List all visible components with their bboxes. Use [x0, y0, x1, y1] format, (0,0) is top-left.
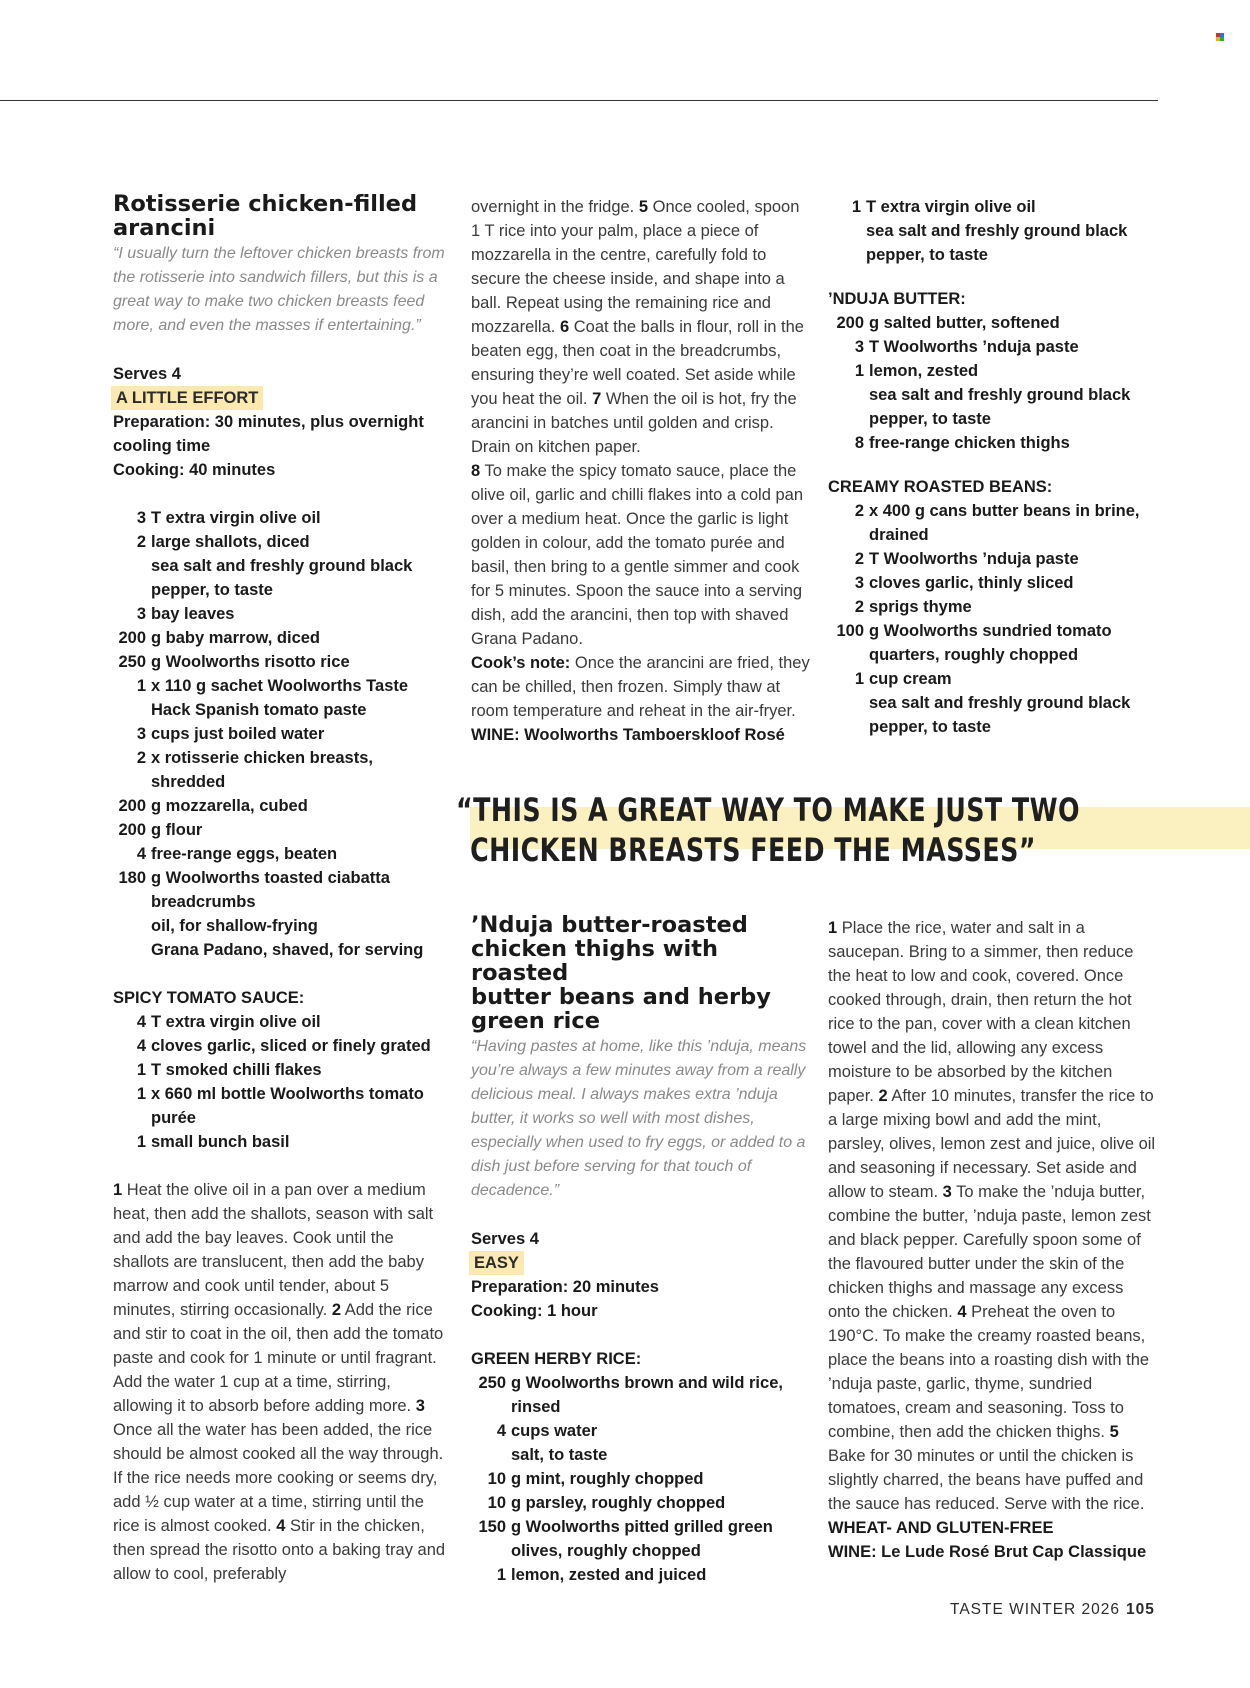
ingredient-item	[471, 1563, 811, 1587]
recipe2-ingredients-column	[828, 195, 1158, 739]
ingredient-item	[828, 619, 1158, 667]
recipe1-column	[113, 192, 448, 1586]
ingredient-item	[113, 938, 448, 962]
ingredient-text: sprigs thyme	[869, 598, 972, 616]
ingredient-item	[828, 219, 1158, 267]
recipe2-title-line: green rice	[471, 1008, 600, 1034]
recipe2-method-column	[828, 916, 1158, 1564]
ingredient-text: oil, for shallow-frying	[151, 917, 318, 935]
ingredient-item	[828, 571, 1158, 595]
ingredient-text: g salted butter, softened	[869, 314, 1060, 332]
ingredient-quantity	[113, 554, 151, 602]
recipe1-cooking: Cooking: 40 minutes	[113, 461, 276, 479]
ingredient-item	[113, 626, 448, 650]
step-text: Bake for 30 minutes or until the chicken is slightly charred, the beans have puffed and the sauce has reduced. Serve with the rice.	[828, 1447, 1145, 1513]
ingredient-text: x 110 g sachet Woolworths Taste Hack Spanish tomato paste	[151, 677, 409, 719]
ingredient-text: small bunch basil	[151, 1133, 290, 1151]
recipe1-ingredient-list	[113, 506, 448, 962]
recipe2-prep: Preparation: 20 minutes	[471, 1278, 659, 1296]
ingredient-quantity: 200	[118, 821, 146, 839]
ingredient-item	[113, 914, 448, 938]
step-text: Once cooled, spoon 1 T rice into your palm, place a piece of mozzarella in the centre, carefully fold to secure the cheese inside, and shape into a ball. Repeat using the remaining rice and mozzarella.	[471, 198, 800, 336]
ingredient-item	[113, 818, 448, 842]
recipe1-intro: “I usually turn the leftover chicken breasts from the rotisserie into sandwich fillers, but this is a great way to make two chicken breasts feed more, and even the masses if entertaining.”	[113, 245, 445, 334]
rice-ingredient-list	[471, 1371, 811, 1587]
ingredient-item	[113, 530, 448, 554]
recipe2-wine: WINE: Le Lude Rosé Brut Cap Classique	[828, 1543, 1147, 1561]
ingredient-quantity: 200	[118, 797, 146, 815]
step-number: 1	[828, 919, 838, 937]
recipe2-dietary: WHEAT- AND GLUTEN-FREE	[828, 1519, 1054, 1537]
step-text: Once all the water has been added, the rice should be almost cooked all the way through. If the rice needs more cooking or seems dry, add ½ cup water at a time, stirring until the rice is almost cooked.	[113, 1421, 444, 1535]
ingredient-text: cup cream	[869, 670, 952, 688]
beans-ingredient-list	[828, 499, 1158, 739]
ingredient-item	[828, 431, 1158, 455]
ingredient-item	[113, 1010, 448, 1034]
ingredient-text: x 660 ml bottle Woolworths tomato purée	[151, 1085, 424, 1127]
pull-quote-line1: “THIS IS A GREAT WAY TO MAKE JUST TWO	[456, 791, 1081, 829]
recipe1-title	[113, 192, 448, 240]
ingredient-text: cups just boiled water	[151, 725, 325, 743]
ingredient-item	[113, 1034, 448, 1058]
ingredient-text: free-range chicken thighs	[869, 434, 1070, 452]
ingredient-text: g Woolworths sundried tomato quarters, roughly chopped	[869, 622, 1112, 664]
recipe1-title-line2: arancini	[113, 215, 216, 241]
ingredient-quantity	[828, 219, 866, 267]
ingredient-quantity: 10	[487, 1470, 506, 1488]
ingredient-quantity: 150	[478, 1518, 506, 1536]
ingredient-text: T smoked chilli flakes	[151, 1061, 322, 1079]
ingredient-text: lemon, zested and juiced	[511, 1566, 707, 1584]
ingredient-text: g mint, roughly chopped	[511, 1470, 704, 1488]
page-footer	[950, 1601, 1155, 1619]
ingredient-item	[113, 866, 448, 914]
ingredient-text: cloves garlic, sliced or finely grated	[151, 1037, 431, 1055]
ingredient-text: sea salt and freshly ground black pepper, to taste	[866, 222, 1128, 264]
ingredient-quantity: 2	[136, 533, 146, 551]
ingredient-quantity: 250	[118, 653, 146, 671]
ingredient-item	[828, 359, 1158, 383]
recipe1-method-part1	[113, 1178, 448, 1586]
ingredient-item	[471, 1467, 811, 1491]
ingredient-item	[828, 499, 1158, 547]
recipe2-effort-badge: EASY	[469, 1251, 524, 1275]
cooks-note	[471, 651, 811, 723]
brand-logo-icon	[1216, 33, 1224, 41]
ingredient-quantity	[828, 691, 869, 739]
ingredient-quantity: 1	[136, 677, 146, 695]
ingredient-text: T extra virgin olive oil	[151, 509, 321, 527]
butter-heading: ’NDUJA BUTTER:	[828, 290, 966, 308]
step-number: 4	[276, 1517, 286, 1535]
ingredient-quantity: 1	[851, 198, 861, 216]
ingredient-quantity: 10	[487, 1494, 506, 1512]
step-number: 6	[559, 318, 570, 336]
rice-heading: GREEN HERBY RICE:	[471, 1350, 642, 1368]
recipe1-method-part3	[471, 459, 811, 651]
footer-label: TASTE WINTER 2026	[950, 1601, 1121, 1618]
ingredient-text: g flour	[151, 821, 203, 839]
pull-quote	[456, 790, 1246, 882]
step-text: To make the ’nduja butter, combine the butter, ’nduja paste, lemon zest and black pepper. Carefully spoon some of the flavoured butter under the skin of the chicken thighs and massage any excess onto the chicken.	[828, 1183, 1151, 1321]
step-text: overnight in the fridge.	[471, 198, 639, 216]
ingredient-item	[113, 746, 448, 794]
ingredient-item	[828, 195, 1158, 219]
step-number: 3	[415, 1397, 425, 1415]
ingredient-quantity: 1	[136, 1133, 146, 1151]
recipe2-title	[471, 913, 811, 1033]
ingredient-item	[471, 1371, 811, 1419]
step-text: When the oil is hot, fry the arancini in batches until golden and crisp. Drain on kitchen paper.	[471, 390, 797, 456]
recipe1-serves: Serves 4	[113, 365, 181, 383]
step-text: Stir in the chicken, then spread the risotto onto a baking tray and allow to cool, preferably	[113, 1517, 446, 1583]
ingredient-text: bay leaves	[151, 605, 235, 623]
step-text: Coat the balls in flour, roll in the beaten egg, then coat in the breadcrumbs, ensuring they’re well coated. Set aside while you heat the oil.	[471, 318, 804, 408]
ingredient-quantity: 4	[136, 1037, 146, 1055]
ingredient-text: sea salt and freshly ground black pepper, to taste	[869, 694, 1131, 736]
ingredient-quantity: 3	[136, 725, 146, 743]
ingredient-quantity: 3	[854, 574, 864, 592]
ingredient-text: Grana Padano, shaved, for serving	[151, 941, 424, 959]
ingredient-item	[471, 1491, 811, 1515]
ingredient-quantity: 250	[478, 1374, 506, 1392]
step-number: 2	[878, 1087, 888, 1105]
ingredient-quantity: 3	[854, 338, 864, 356]
beans-heading: CREAMY ROASTED BEANS:	[828, 478, 1053, 496]
recipe2-title-line: ’Nduja butter-roasted	[471, 912, 748, 938]
ingredient-item	[113, 1058, 448, 1082]
ingredient-quantity: 1	[136, 1061, 146, 1079]
step-text: Place the rice, water and salt in a saucepan. Bring to a simmer, then reduce the heat to low and cook, covered. Once cooked through, drain, then return the hot rice to the pan, cover with a clean kitchen towel and the lid, allowing any excess moisture to be absorbed by the kitchen paper.	[828, 919, 1134, 1105]
ingredient-text: cups water	[511, 1422, 598, 1440]
ingredient-text: x rotisserie chicken breasts, shredded	[151, 749, 373, 791]
ingredient-quantity: 1	[854, 670, 864, 688]
ingredient-text: x 400 g cans butter beans in brine, drained	[869, 502, 1140, 544]
ingredient-item	[828, 547, 1158, 571]
step-number: 7	[592, 390, 602, 408]
ingredient-item	[113, 794, 448, 818]
recipe1-method-column	[471, 195, 811, 747]
ingredient-text: T extra virgin olive oil	[866, 198, 1036, 216]
ingredient-item	[828, 311, 1158, 335]
ingredient-quantity: 4	[136, 845, 146, 863]
cooks-note-text: Once the arancini are fried, they can be chilled, then frozen. Simply thaw at room temperature and reheat in the air-fryer.	[471, 654, 810, 720]
ingredient-text: free-range eggs, beaten	[151, 845, 338, 863]
recipe1-title-line1: Rotisserie chicken-filled	[113, 191, 418, 217]
ingredient-quantity: 3	[136, 509, 146, 527]
recipe2-title-line: butter beans and herby	[471, 984, 771, 1010]
ingredient-quantity	[113, 938, 151, 962]
ingredient-quantity: 4	[496, 1422, 506, 1440]
ingredient-quantity: 8	[854, 434, 864, 452]
ingredient-item	[113, 1082, 448, 1130]
step-number: 5	[1109, 1423, 1119, 1441]
ingredient-item	[113, 602, 448, 626]
ingredient-item	[828, 595, 1158, 619]
ingredient-quantity: 1	[854, 362, 864, 380]
ingredient-quantity: 4	[136, 1013, 146, 1031]
step-text: Heat the olive oil in a pan over a medium heat, then add the shallots, season with salt and add the bay leaves. Cook until the shallots are translucent, then add the baby marrow and cook until tender, about 5 minutes, stirring occasionally.	[113, 1181, 434, 1319]
sauce-heading: SPICY TOMATO SAUCE:	[113, 989, 305, 1007]
ingredient-item	[471, 1443, 811, 1467]
ingredient-text: sea salt and freshly ground black pepper, to taste	[869, 386, 1131, 428]
ingredient-text: g baby marrow, diced	[151, 629, 321, 647]
ingredient-quantity: 180	[118, 869, 146, 887]
ingredient-quantity	[471, 1443, 511, 1467]
step-number: 8	[471, 462, 481, 480]
ingredient-quantity: 200	[836, 314, 864, 332]
step-text: To make the spicy tomato sauce, place the olive oil, garlic and chilli flakes into a cold pan over a medium heat. Once the garlic is light golden in colour, add the tomato purée and basil, then bring to a gentle simmer and cook for 5 minutes. Spoon the sauce into a serving dish, add the arancini, then top with shaved Grana Padano.	[471, 462, 804, 648]
ingredient-item	[113, 650, 448, 674]
rice-ingredient-list-continued	[828, 195, 1158, 267]
step-text: After 10 minutes, transfer the rice to a large mixing bowl and add the mint, parsley, olives, lemon zest and juice, olive oil and seasoning if necessary. Set aside and allow to steam.	[828, 1087, 1156, 1201]
ingredient-item	[113, 722, 448, 746]
step-number: 3	[942, 1183, 952, 1201]
ingredient-text: g parsley, roughly chopped	[511, 1494, 726, 1512]
ingredient-item	[471, 1515, 811, 1563]
ingredient-text: T Woolworths ’nduja paste	[869, 338, 1079, 356]
ingredient-item	[113, 674, 448, 722]
recipe2-title-line: chicken thighs with roasted	[471, 936, 718, 986]
ingredient-text: sea salt and freshly ground black pepper, to taste	[151, 557, 413, 599]
ingredient-quantity: 2	[854, 598, 864, 616]
ingredient-text: g Woolworths risotto rice	[151, 653, 350, 671]
ingredient-item	[113, 506, 448, 530]
ingredient-item	[113, 842, 448, 866]
recipe1-method-part2	[471, 195, 811, 459]
ingredient-text: cloves garlic, thinly sliced	[869, 574, 1074, 592]
ingredient-quantity: 1	[496, 1566, 506, 1584]
ingredient-item	[113, 1130, 448, 1154]
recipe2-intro: “Having pastes at home, like this ’nduja, means you’re always a few minutes away from a really delicious meal. I always makes extra ’nduja butter, it works so well with most dishes, especially when used to fry eggs, or added to a dish just before serving for that touch of decadence.”	[471, 1038, 807, 1199]
step-number: 4	[957, 1303, 967, 1321]
cooks-note-label: Cook’s note:	[471, 654, 571, 672]
step-number: 2	[331, 1301, 342, 1319]
ingredient-item	[471, 1419, 811, 1443]
ingredient-quantity: 100	[836, 622, 864, 640]
ingredient-quantity: 2	[854, 502, 864, 520]
page-number: 105	[1126, 1601, 1155, 1618]
header-rule	[0, 100, 1158, 101]
ingredient-text: g Woolworths brown and wild rice, rinsed	[511, 1374, 783, 1416]
ingredient-text: salt, to taste	[511, 1446, 608, 1464]
recipe2-method	[828, 916, 1158, 1516]
ingredient-quantity: 3	[136, 605, 146, 623]
ingredient-quantity: 2	[854, 550, 864, 568]
step-text: Preheat the oven to 190°C. To make the creamy roasted beans, place the beans into a roasting dish with the ’nduja paste, garlic, thyme, sundried tomatoes, cream and seasoning. Toss to combine, then add the chicken thighs.	[828, 1303, 1150, 1441]
step-text: Add the rice and stir to coat in the oil, then add the tomato paste and cook for 1 minute or until fragrant. Add the water 1 cup at a time, stirring, allowing it to absorb before adding more.	[113, 1301, 444, 1415]
ingredient-item	[113, 554, 448, 602]
ingredient-text: lemon, zested	[869, 362, 979, 380]
recipe1-wine: WINE: Woolworths Tamboerskloof Rosé	[471, 726, 785, 744]
ingredient-text: T extra virgin olive oil	[151, 1013, 321, 1031]
ingredient-text: g mozzarella, cubed	[151, 797, 308, 815]
pull-quote-line2: CHICKEN BREASTS FEED THE MASSES”	[470, 831, 1036, 869]
ingredient-text: large shallots, diced	[151, 533, 310, 551]
recipe2-serves: Serves 4	[471, 1230, 539, 1248]
step-number: 1	[113, 1181, 123, 1199]
ingredient-quantity	[828, 383, 869, 431]
ingredient-item	[828, 383, 1158, 431]
recipe2-cooking: Cooking: 1 hour	[471, 1302, 598, 1320]
ingredient-item	[828, 691, 1158, 739]
recipe2-column	[471, 913, 811, 1587]
ingredient-quantity	[113, 914, 151, 938]
ingredient-quantity: 200	[118, 629, 146, 647]
step-number: 5	[638, 198, 649, 216]
ingredient-quantity: 2	[136, 749, 146, 767]
sauce-ingredient-list	[113, 1010, 448, 1154]
ingredient-text: T Woolworths ’nduja paste	[869, 550, 1079, 568]
ingredient-item	[828, 335, 1158, 359]
recipe1-prep: Preparation: 30 minutes, plus overnight cooling time	[113, 413, 424, 455]
ingredient-text: g Woolworths toasted ciabatta breadcrumbs	[151, 869, 390, 911]
ingredient-text: g Woolworths pitted grilled green olives, roughly chopped	[511, 1518, 773, 1560]
butter-ingredient-list	[828, 311, 1158, 455]
ingredient-item	[828, 667, 1158, 691]
ingredient-quantity: 1	[136, 1085, 146, 1103]
recipe1-effort-badge: A LITTLE EFFORT	[111, 386, 263, 410]
